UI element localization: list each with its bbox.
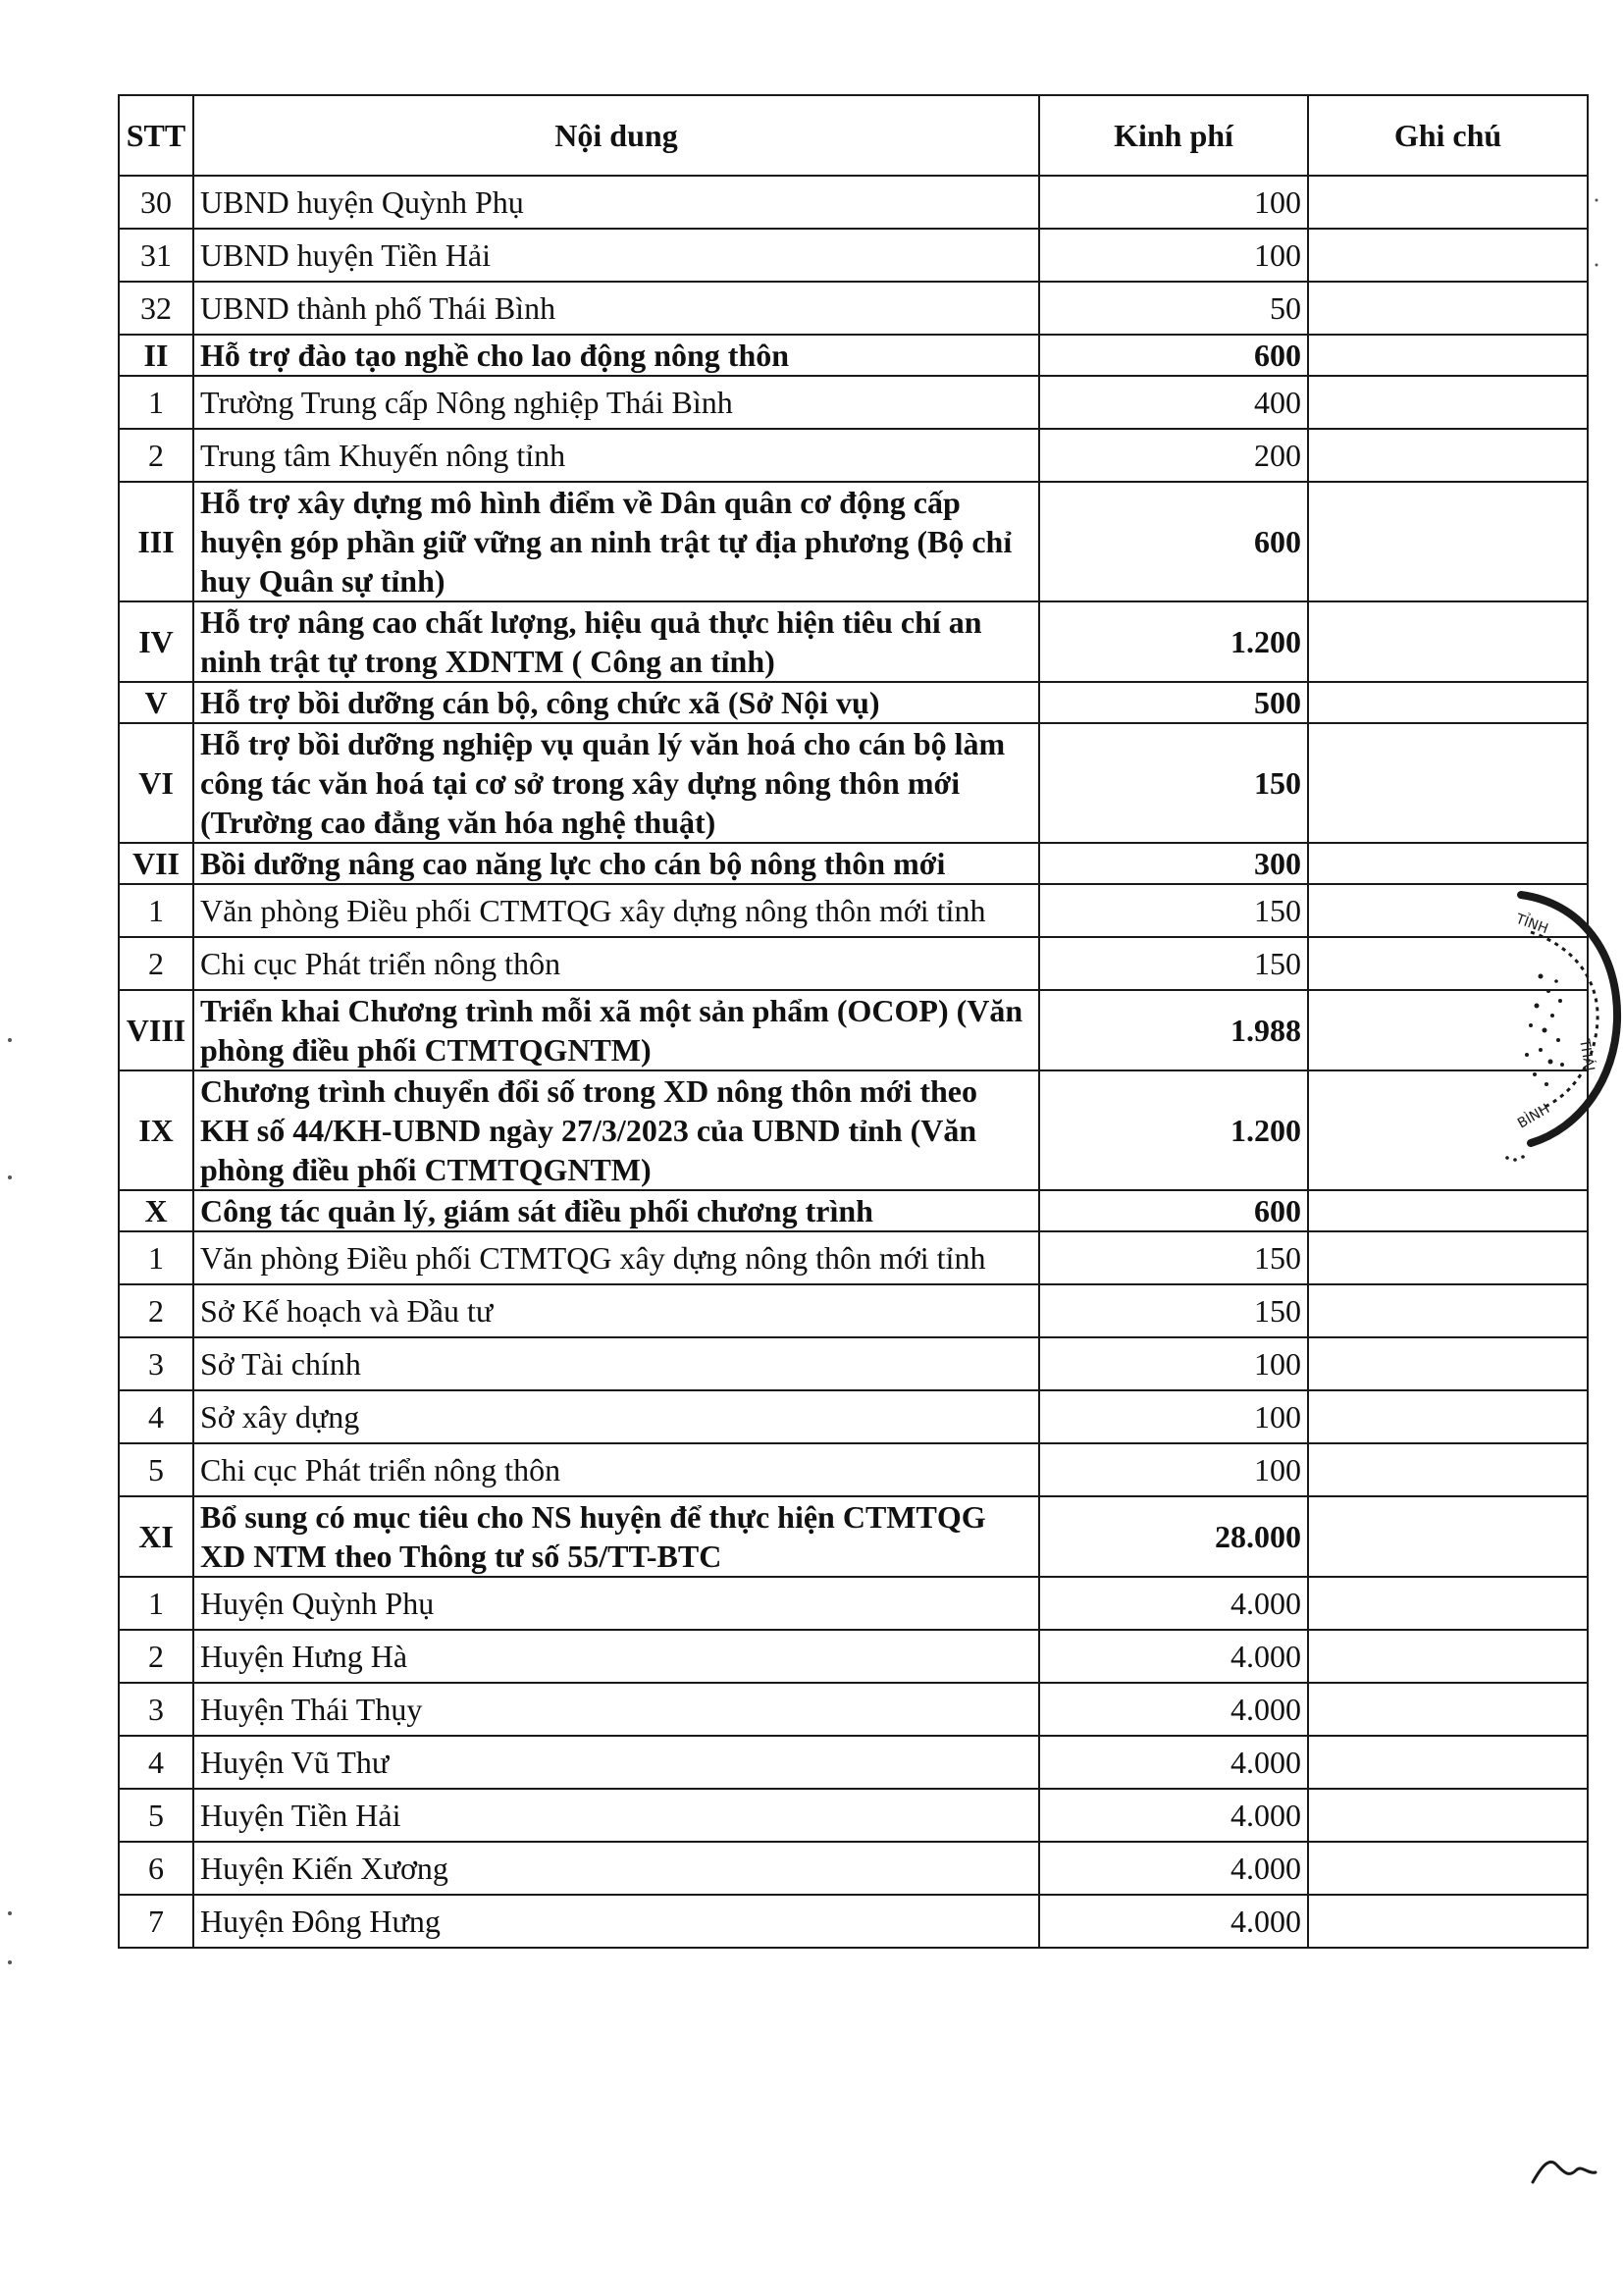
row-note	[1308, 335, 1588, 376]
row-content: Huyện Quỳnh Phụ	[193, 1577, 1039, 1630]
row-stt: 5	[119, 1789, 193, 1842]
row-amount: 4.000	[1039, 1736, 1308, 1789]
row-note	[1308, 376, 1588, 429]
row-amount: 150	[1039, 723, 1308, 843]
row-stt: II	[119, 335, 193, 376]
row-stt: 1	[119, 884, 193, 937]
row-content: Chi cục Phát triển nông thôn	[193, 937, 1039, 990]
row-note	[1308, 282, 1588, 335]
row-note	[1308, 601, 1588, 682]
row-amount: 100	[1039, 1337, 1308, 1390]
row-content: Chi cục Phát triển nông thôn	[193, 1443, 1039, 1496]
row-content: UBND thành phố Thái Bình	[193, 282, 1039, 335]
row-note	[1308, 1443, 1588, 1496]
row-note	[1308, 1683, 1588, 1736]
row-content: Triển khai Chương trình mỗi xã một sản phẩm (OCOP) (Văn phòng điều phối CTMTQGNTM)	[193, 990, 1039, 1070]
row-content: Văn phòng Điều phối CTMTQG xây dựng nông thôn mới tỉnh	[193, 1231, 1039, 1284]
row-content: Chương trình chuyển đổi số trong XD nông thôn mới theo KH số 44/KH-UBND ngày 27/3/2023 của UBND tỉnh (Văn phòng điều phối CTMTQGNTM)	[193, 1070, 1039, 1190]
row-content: Huyện Vũ Thư	[193, 1736, 1039, 1789]
row-content: Hỗ trợ bồi dưỡng cán bộ, công chức xã (Sở Nội vụ)	[193, 682, 1039, 723]
table-row	[119, 1443, 1588, 1496]
row-note	[1308, 682, 1588, 723]
table-row	[119, 1231, 1588, 1284]
table-row	[119, 229, 1588, 282]
row-amount: 400	[1039, 376, 1308, 429]
row-note	[1308, 1190, 1588, 1231]
row-note	[1308, 1231, 1588, 1284]
row-amount: 100	[1039, 176, 1308, 229]
row-content: Trường Trung cấp Nông nghiệp Thái Bình	[193, 376, 1039, 429]
table-row	[119, 937, 1588, 990]
row-amount: 28.000	[1039, 1496, 1308, 1577]
table-row	[119, 1630, 1588, 1683]
row-amount: 300	[1039, 843, 1308, 884]
header-stt: STT	[119, 95, 193, 176]
table-row	[119, 1284, 1588, 1337]
row-content: Huyện Tiền Hải	[193, 1789, 1039, 1842]
row-amount: 4.000	[1039, 1895, 1308, 1948]
table-row	[119, 1895, 1588, 1948]
row-stt: 32	[119, 282, 193, 335]
row-stt: 1	[119, 376, 193, 429]
row-content: UBND huyện Tiền Hải	[193, 229, 1039, 282]
row-note	[1308, 1496, 1588, 1577]
table-row	[119, 1789, 1588, 1842]
row-note	[1308, 723, 1588, 843]
row-content: Sở Kế hoạch và Đầu tư	[193, 1284, 1039, 1337]
row-note	[1308, 176, 1588, 229]
row-content: Sở Tài chính	[193, 1337, 1039, 1390]
row-amount: 600	[1039, 335, 1308, 376]
row-content: Bổ sung có mục tiêu cho NS huyện để thực hiện CTMTQG XD NTM theo Thông tư số 55/TT-BTC	[193, 1496, 1039, 1577]
row-stt: 7	[119, 1895, 193, 1948]
row-amount: 500	[1039, 682, 1308, 723]
row-content: Văn phòng Điều phối CTMTQG xây dựng nông thôn mới tỉnh	[193, 884, 1039, 937]
row-amount: 600	[1039, 482, 1308, 601]
row-stt: 3	[119, 1683, 193, 1736]
row-note	[1308, 1736, 1588, 1789]
row-amount: 1.200	[1039, 1070, 1308, 1190]
table-row	[119, 482, 1588, 601]
row-amount: 4.000	[1039, 1789, 1308, 1842]
header-note: Ghi chú	[1308, 95, 1588, 176]
header-content: Nội dung	[193, 95, 1039, 176]
row-content: Hỗ trợ bồi dưỡng nghiệp vụ quản lý văn hoá cho cán bộ làm công tác văn hoá tại cơ sở trong xây dựng nông thôn mới (Trường cao đẳng văn hóa nghệ thuật)	[193, 723, 1039, 843]
row-amount: 1.200	[1039, 601, 1308, 682]
row-amount: 100	[1039, 229, 1308, 282]
row-amount: 50	[1039, 282, 1308, 335]
table-row	[119, 1390, 1588, 1443]
row-stt: VI	[119, 723, 193, 843]
row-note	[1308, 1390, 1588, 1443]
row-content: Bồi dưỡng nâng cao năng lực cho cán bộ nông thôn mới	[193, 843, 1039, 884]
row-stt: 3	[119, 1337, 193, 1390]
row-note	[1308, 229, 1588, 282]
table-row	[119, 1842, 1588, 1895]
row-stt: 6	[119, 1842, 193, 1895]
edge-mark	[1592, 196, 1601, 275]
table-row	[119, 843, 1588, 884]
row-stt: VIII	[119, 990, 193, 1070]
row-amount: 1.988	[1039, 990, 1308, 1070]
row-stt: IX	[119, 1070, 193, 1190]
row-note	[1308, 1842, 1588, 1895]
svg-text:THÁI: THÁI	[1576, 1037, 1597, 1072]
row-stt: 4	[119, 1736, 193, 1789]
row-amount: 4.000	[1039, 1630, 1308, 1683]
header-amount: Kinh phí	[1039, 95, 1308, 176]
row-content: Sở xây dựng	[193, 1390, 1039, 1443]
row-amount: 600	[1039, 1190, 1308, 1231]
table-row	[119, 1496, 1588, 1577]
table-row	[119, 1337, 1588, 1390]
row-stt: 2	[119, 429, 193, 482]
row-content: Huyện Đông Hưng	[193, 1895, 1039, 1948]
row-note	[1308, 1895, 1588, 1948]
table-row	[119, 1190, 1588, 1231]
row-note	[1308, 843, 1588, 884]
table-row	[119, 1577, 1588, 1630]
row-amount: 4.000	[1039, 1842, 1308, 1895]
row-content: Hỗ trợ nâng cao chất lượng, hiệu quả thực hiện tiêu chí an ninh trật tự trong XDNTM ( Công an tỉnh)	[193, 601, 1039, 682]
table-row	[119, 335, 1588, 376]
row-stt: VII	[119, 843, 193, 884]
table-row	[119, 884, 1588, 937]
table-row	[119, 723, 1588, 843]
row-stt: X	[119, 1190, 193, 1231]
row-content: UBND huyện Quỳnh Phụ	[193, 176, 1039, 229]
table-row	[119, 1070, 1588, 1190]
table-row	[119, 282, 1588, 335]
row-stt: 4	[119, 1390, 193, 1443]
row-note	[1308, 1789, 1588, 1842]
row-stt: 1	[119, 1577, 193, 1630]
row-amount: 4.000	[1039, 1577, 1308, 1630]
row-stt: 2	[119, 1284, 193, 1337]
svg-text:BÌNH: BÌNH	[1515, 1101, 1553, 1132]
row-amount: 150	[1039, 1284, 1308, 1337]
row-content: Hỗ trợ xây dựng mô hình điểm về Dân quân cơ động cấp huyện góp phần giữ vững an ninh trật tự địa phương (Bộ chỉ huy Quân sự tỉnh)	[193, 482, 1039, 601]
row-stt: 1	[119, 1231, 193, 1284]
table-row	[119, 601, 1588, 682]
row-stt: 31	[119, 229, 193, 282]
row-amount: 150	[1039, 1231, 1308, 1284]
row-note	[1308, 1577, 1588, 1630]
row-note	[1308, 1337, 1588, 1390]
table-row	[119, 376, 1588, 429]
row-content: Huyện Kiến Xương	[193, 1842, 1039, 1895]
seal-stamp-icon	[1501, 883, 1623, 1177]
row-amount: 150	[1039, 937, 1308, 990]
table-row	[119, 1683, 1588, 1736]
row-amount: 4.000	[1039, 1683, 1308, 1736]
svg-text:TỈNH: TỈNH	[1513, 911, 1550, 938]
row-content: Trung tâm Khuyến nông tỉnh	[193, 429, 1039, 482]
row-amount: 100	[1039, 1443, 1308, 1496]
row-amount: 150	[1039, 884, 1308, 937]
margin-dots	[2, 1030, 18, 1972]
row-stt: V	[119, 682, 193, 723]
row-note	[1308, 1630, 1588, 1683]
table-row	[119, 682, 1588, 723]
row-content: Công tác quản lý, giám sát điều phối chương trình	[193, 1190, 1039, 1231]
table-row	[119, 429, 1588, 482]
row-stt: XI	[119, 1496, 193, 1577]
row-content: Huyện Hưng Hà	[193, 1630, 1039, 1683]
row-stt: 30	[119, 176, 193, 229]
signature-mark	[1531, 2149, 1623, 2188]
row-stt: 2	[119, 937, 193, 990]
row-note	[1308, 1284, 1588, 1337]
row-amount: 200	[1039, 429, 1308, 482]
table-header-row	[119, 95, 1588, 176]
row-content: Hỗ trợ đào tạo nghề cho lao động nông thôn	[193, 335, 1039, 376]
row-note	[1308, 429, 1588, 482]
row-amount: 100	[1039, 1390, 1308, 1443]
table-row	[119, 176, 1588, 229]
row-stt: IV	[119, 601, 193, 682]
table-body	[119, 176, 1588, 1948]
row-stt: III	[119, 482, 193, 601]
row-content: Huyện Thái Thụy	[193, 1683, 1039, 1736]
budget-table	[118, 94, 1589, 1949]
row-stt: 5	[119, 1443, 193, 1496]
table-row	[119, 990, 1588, 1070]
row-stt: 2	[119, 1630, 193, 1683]
row-note	[1308, 482, 1588, 601]
table-row	[119, 1736, 1588, 1789]
